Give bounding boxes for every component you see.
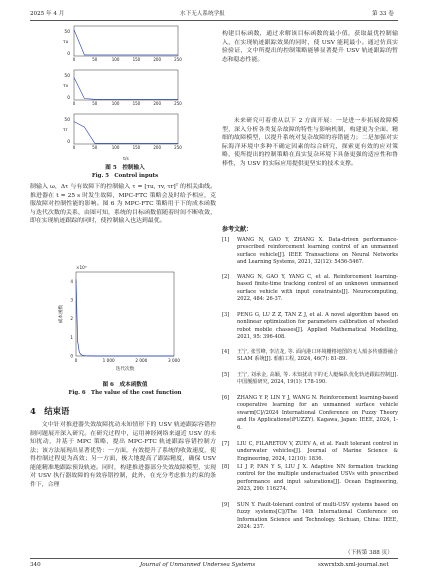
fig5-ytick-1a: 50 [64, 30, 70, 35]
header-volume: 第 33 卷 [372, 11, 394, 17]
reference-8-num: [8] [222, 464, 230, 470]
fig5-xtick-1-150: 150 [132, 57, 141, 62]
reference-5-num: [5] [222, 372, 230, 378]
fig5-caption-en: Fig. 5 Control inputs [91, 173, 159, 179]
fig5-caption-cn: 图 5 控制输入 [105, 165, 145, 171]
fig6-xlabel: 迭代次数 [115, 367, 135, 372]
section-4-paragraph: 文中针对推进器失效故障扰动未知情形下的 USV 轨迹跟踪容错控制问题展开深入研究。在研究过程中，运用神经网络来逼近 USV 的未知扰动，并基于 MPC 策略，提出 MPC-FTC 轨迹跟踪容错控制方法；该方法展现出显著优势：一方面，有效提升了系统的收敛速度，使得控制过程更为高效；另一方面，极大地提高了跟踪精度，确保 USV 能能精准地跟踪预设轨迹。同时，构建推进器部分失效故障模型，实现对 USV 执行器故障的有效容错控制，此外，在充分考虑推力约束的条件下，合理 [30, 422, 216, 488]
fig5-xtick-2-200: 200 [153, 101, 162, 106]
references-title: 参考文献： [222, 226, 253, 233]
reference-8-text: LI J P, FAN Y S, LIU J X. Adaptive NN formation tracking control for the multiple underactuated USVs with prescribed performance and input saturations[J]. Ocean Engineering, 2023, 290: 116274. [237, 464, 398, 493]
fig5-ylabel-2: τv [63, 84, 69, 89]
fig5-xtick-3-250: 250 [174, 145, 182, 150]
left-paragraph-1-text: 制输入 ω，Δτ 与有故障下的控制输入 τ = [τu, τv, τr]ᵀ 的相关曲线。推进器在 t = 25 s 时发生故障，MPC-FTC 策略会及时给予相应，克服故障对控制性能的影响。图 6 为 MPC-FTC 策略用于下的成本函数与迭代次数的关系，由图可知，系统的目标函数值随着时间不断收敛，即在实现轨迹跟踪的同时，使控制输入也达到最优。 [30, 184, 216, 225]
fig5-xtick-1-100: 100 [111, 57, 120, 62]
fig6-xtick-3000: 3 000 [168, 358, 180, 363]
header-date: 2025 年 4 月 [30, 11, 65, 17]
reference-4-text: 王宁, 张雪峰, 李洁龙, 等. 面向港口环境栅格地图的无人船多传感器融合 SLAM 系统[J]. 船舶工程, 2024, 46(7): 81-89. [237, 349, 398, 363]
fig6-xtick-1000: 1 000 [102, 358, 115, 363]
fig5-xtick-2-50: 50 [92, 101, 98, 106]
reference-3-text: PENG G, LU Z Z, TAN Z J, et al. A novel algorithm based on nonlinear optimization for parameters calibration of wheeled robot mobile chasses[J]. Applied Mathematical Modelling, 2021, 95: 396-408. [237, 312, 398, 341]
continued-note: （下转第 388 页） [345, 550, 393, 556]
reference-6 [222, 395, 398, 432]
fig5-ytick-2a: 50 [64, 74, 70, 79]
reference-2 [222, 274, 398, 304]
fig5-xtick-3-50: 50 [92, 145, 98, 150]
fig5-xtick-1-50: 50 [92, 57, 98, 62]
fig6-ytick-0: 0 [70, 353, 73, 359]
fig5-xtick-3-0: 0 [72, 145, 76, 150]
fig5-subplot-1-frame [74, 26, 178, 56]
right-paragraph-1 [222, 30, 398, 64]
reference-8 [222, 464, 398, 494]
fig5-ylabel-3: τr [63, 128, 68, 133]
fig6-caption-cn: 图 6 成本函数值 [102, 382, 148, 388]
right-paragraph-1-text: 构建目标函数，通过求解该目标函数的最小值，获取最优控制输入，在实现轨迹跟踪效果的同时，使 USV 能耗最小。通过仿真实验验证，文中所提出的控制策略能够显著提升 USV 轨迹跟踪的暂态和稳态性能。 [222, 31, 398, 63]
reference-7 [222, 441, 398, 463]
fig5-line-τr [74, 122, 178, 144]
section-4-title: 4 结束语 [30, 406, 70, 416]
fig5-xtick-1-0: 0 [72, 57, 76, 62]
fig6-ylabel: 成本函数 [59, 304, 64, 324]
reference-9 [222, 502, 398, 532]
fig5-subplot-3-frame [74, 114, 178, 144]
reference-5 [222, 372, 398, 387]
figure-5-control-inputs [30, 22, 220, 162]
fig6-caption-en: Fig. 6 The value of the cost function [68, 390, 182, 396]
fig5-line-τu [74, 30, 178, 55]
fig6-ytick-1: 1 [70, 334, 73, 340]
fig6-cost-line [76, 280, 174, 357]
right-paragraph-2-text: 未来研究可着重从以下 2 方面开展：一是进一步拓展故障模型，深入分析各类复杂故障的特性与影响机制，构建更为全面、精细的故障模型，以提升系统对复杂故障的容错能力；二是加强对实际海洋环境中多种不确定因素的综合研究，探索更有效的应对策略，使所提出的控制策略在真实复杂环境下具备更强的适应性和鲁棒性，为 USV 的实际应用提供更坚实的技术支撑。 [222, 118, 398, 167]
fig5-xtick-2-100: 100 [111, 101, 120, 106]
fig5-xtick-1-200: 200 [153, 57, 162, 62]
left-paragraph-1 [30, 183, 216, 226]
fig5-subplot-2-frame [74, 70, 178, 100]
footer-journal-name: Journal of Unmanned Undersea Systems [140, 562, 256, 568]
reference-4 [222, 349, 398, 364]
fig6-xtick-2000: 2 000 [135, 358, 148, 363]
reference-7-num: [7] [222, 441, 230, 447]
fig5-xtick-3-150: 150 [132, 145, 141, 150]
footer-url: sxwrxtxb.xml-journal.net [318, 562, 389, 568]
reference-4-num: [4] [222, 349, 230, 355]
fig5-ytick-3a: 50 [64, 118, 70, 123]
section-4-body [30, 421, 216, 489]
fig6-plot-frame [76, 272, 174, 356]
reference-7-text: LIU C, FILARETOV V, ZUEV A, et al. Fault tolerant control in underwater vehicles[J]. Journal of Marine Science & Engineering, 2024, 12(10): 1836. [237, 441, 398, 462]
fig5-ytick-3b: 0 [67, 140, 70, 145]
fig6-ytick-3: 3 [70, 297, 73, 303]
fig5-ytick-1b: 0 [67, 52, 70, 57]
fig5-xtick-3-100: 100 [111, 145, 120, 150]
fig5-xtick-2-250: 250 [174, 101, 182, 106]
footer-page-number: 340 [30, 562, 41, 568]
reference-2-text: WANG N, GAO Y, YANG C, et al. Reinforcement learning-based finite-time tracking control of an unknown unmanned surface vehicle with input constraints[J]. Neurocomputing, 2022, 484: 26-37. [237, 274, 398, 303]
reference-1 [222, 237, 398, 267]
fig5-xtick-2-150: 150 [132, 101, 141, 106]
fig6-xtick-0: 0 [74, 358, 78, 363]
fig6-scale-label: ×10⁶ [76, 265, 87, 270]
right-paragraph-2 [222, 117, 398, 168]
fig5-ylabel-1: τu [63, 40, 69, 45]
fig5-xlabel: t/s [123, 157, 129, 162]
reference-6-text: ZHANG Y P, LIN Y J, WANG N. Reinforcement learning-based cooperative learning for an unmanned surface vehicle swarm[C]//2024 International Conference on Fuzzy Theory and Its Applications(iFUZZY). Kagawa, Japan: IEEE, 2024, 1-6. [237, 395, 398, 431]
fig6-ytick-2: 2 [70, 316, 73, 322]
reference-1-num: [1] [222, 237, 230, 243]
fig6-ytick-4: 4 [70, 278, 73, 284]
fig5-ytick-2b: 0 [67, 96, 70, 101]
reference-6-num: [6] [222, 395, 230, 401]
footer-rule [30, 558, 398, 559]
header-journal: 水下无人系统学报 [180, 11, 225, 17]
reference-5-text: 王宁, 刘承金, 高颖, 等. 未知扰动下的无人艇编队优化轨迹跟踪控制[J]. 中国舰船研究, 2024, 19(1): 178-190. [237, 372, 398, 386]
reference-3-num: [3] [222, 312, 230, 318]
reference-9-num: [9] [222, 502, 230, 508]
reference-2-num: [2] [222, 274, 230, 280]
reference-9-text: SUN Y. Fault-tolerant control of multi-USV systems based on fuzzy systems[C]//The 14th International Conference on Information Science and Technology. Sichuan, China: IEEE, 2024: 237. [237, 502, 398, 531]
reference-1-text: WANG N, GAO Y, ZHANG X. Data-driven performance-prescribed reinforcement learning control of an unmanned surface vehicle[J]. IEEE Transactions on Neural Networks and Learning Systems, 2021, 32(12): 5456-5467. [237, 237, 398, 266]
reference-3 [222, 312, 398, 342]
fig5-xtick-1-250: 250 [174, 57, 182, 62]
fig5-xtick-3-200: 200 [153, 145, 162, 150]
fig5-line-τv [74, 78, 178, 100]
figure-6-cost-function [30, 252, 220, 378]
fig5-xtick-2-0: 0 [72, 101, 76, 106]
header-rule [30, 20, 398, 21]
